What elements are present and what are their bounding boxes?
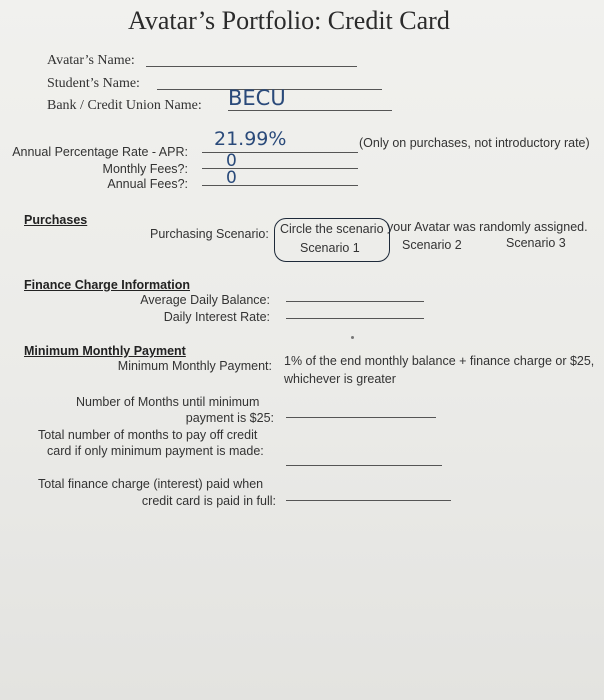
selected-scenario-circle [274,218,390,262]
assignment-instruction: your Avatar was randomly assigned. [387,220,588,234]
total-finance-label-line1: Total finance charge (interest) paid when [38,477,264,491]
finance-charge-header: Finance Charge Information [24,278,190,292]
apr-handwritten: 21.99% [214,128,287,150]
total-finance-label-line2: credit card is paid in full: [141,494,276,508]
monthly-fees-handwritten: 0 [226,151,237,171]
circle-instruction: Circle the scenario [280,222,384,236]
total-finance-line[interactable] [286,500,451,501]
annual-fees-label: Annual Fees?: [107,177,188,191]
daily-interest-rate-label: Daily Interest Rate: [163,310,270,324]
minimum-payment-label: Minimum Monthly Payment: [117,359,272,373]
total-months-label-line1: Total number of months to pay off credit [38,428,258,442]
page-title: Avatar’s Portfolio: Credit Card [128,6,450,35]
avatar-name-label: Avatar’s Name: [47,53,135,68]
daily-interest-rate-line[interactable] [286,318,424,319]
bank-name-handwritten: BECU [228,86,286,110]
months-until-label-line1: Number of Months until minimum [76,395,260,409]
scenario-2-option[interactable]: Scenario 2 [402,238,462,252]
monthly-fees-label: Monthly Fees?: [102,162,188,176]
paper-speck [351,336,354,339]
minimum-payment-rule-line2: whichever is greater [284,372,396,386]
minimum-payment-header: Minimum Monthly Payment [24,344,186,358]
months-until-label-line2: payment is $25: [185,411,274,425]
average-daily-balance-label: Average Daily Balance: [140,293,270,307]
average-daily-balance-line[interactable] [286,301,424,302]
scenario-3-option[interactable]: Scenario 3 [506,236,566,250]
bank-name-line[interactable] [228,110,392,111]
total-months-line[interactable] [286,465,442,466]
annual-fees-handwritten: 0 [226,168,237,188]
total-months-label-line2: card if only minimum payment is made: [47,444,264,458]
scenario-1-option[interactable]: Scenario 1 [300,241,360,255]
months-until-line[interactable] [286,417,436,418]
minimum-payment-rule-line1: 1% of the end monthly balance + finance charge or $25, [284,354,595,368]
apr-label: Annual Percentage Rate - APR: [12,145,188,159]
purchases-header: Purchases [24,213,88,227]
student-name-label: Student’s Name: [47,76,140,91]
bank-name-label: Bank / Credit Union Name: [47,98,202,113]
purchasing-scenario-label: Purchasing Scenario: [150,227,269,241]
apr-note: (Only on purchases, not introductory rate) [359,136,590,150]
avatar-name-line[interactable] [146,66,357,67]
